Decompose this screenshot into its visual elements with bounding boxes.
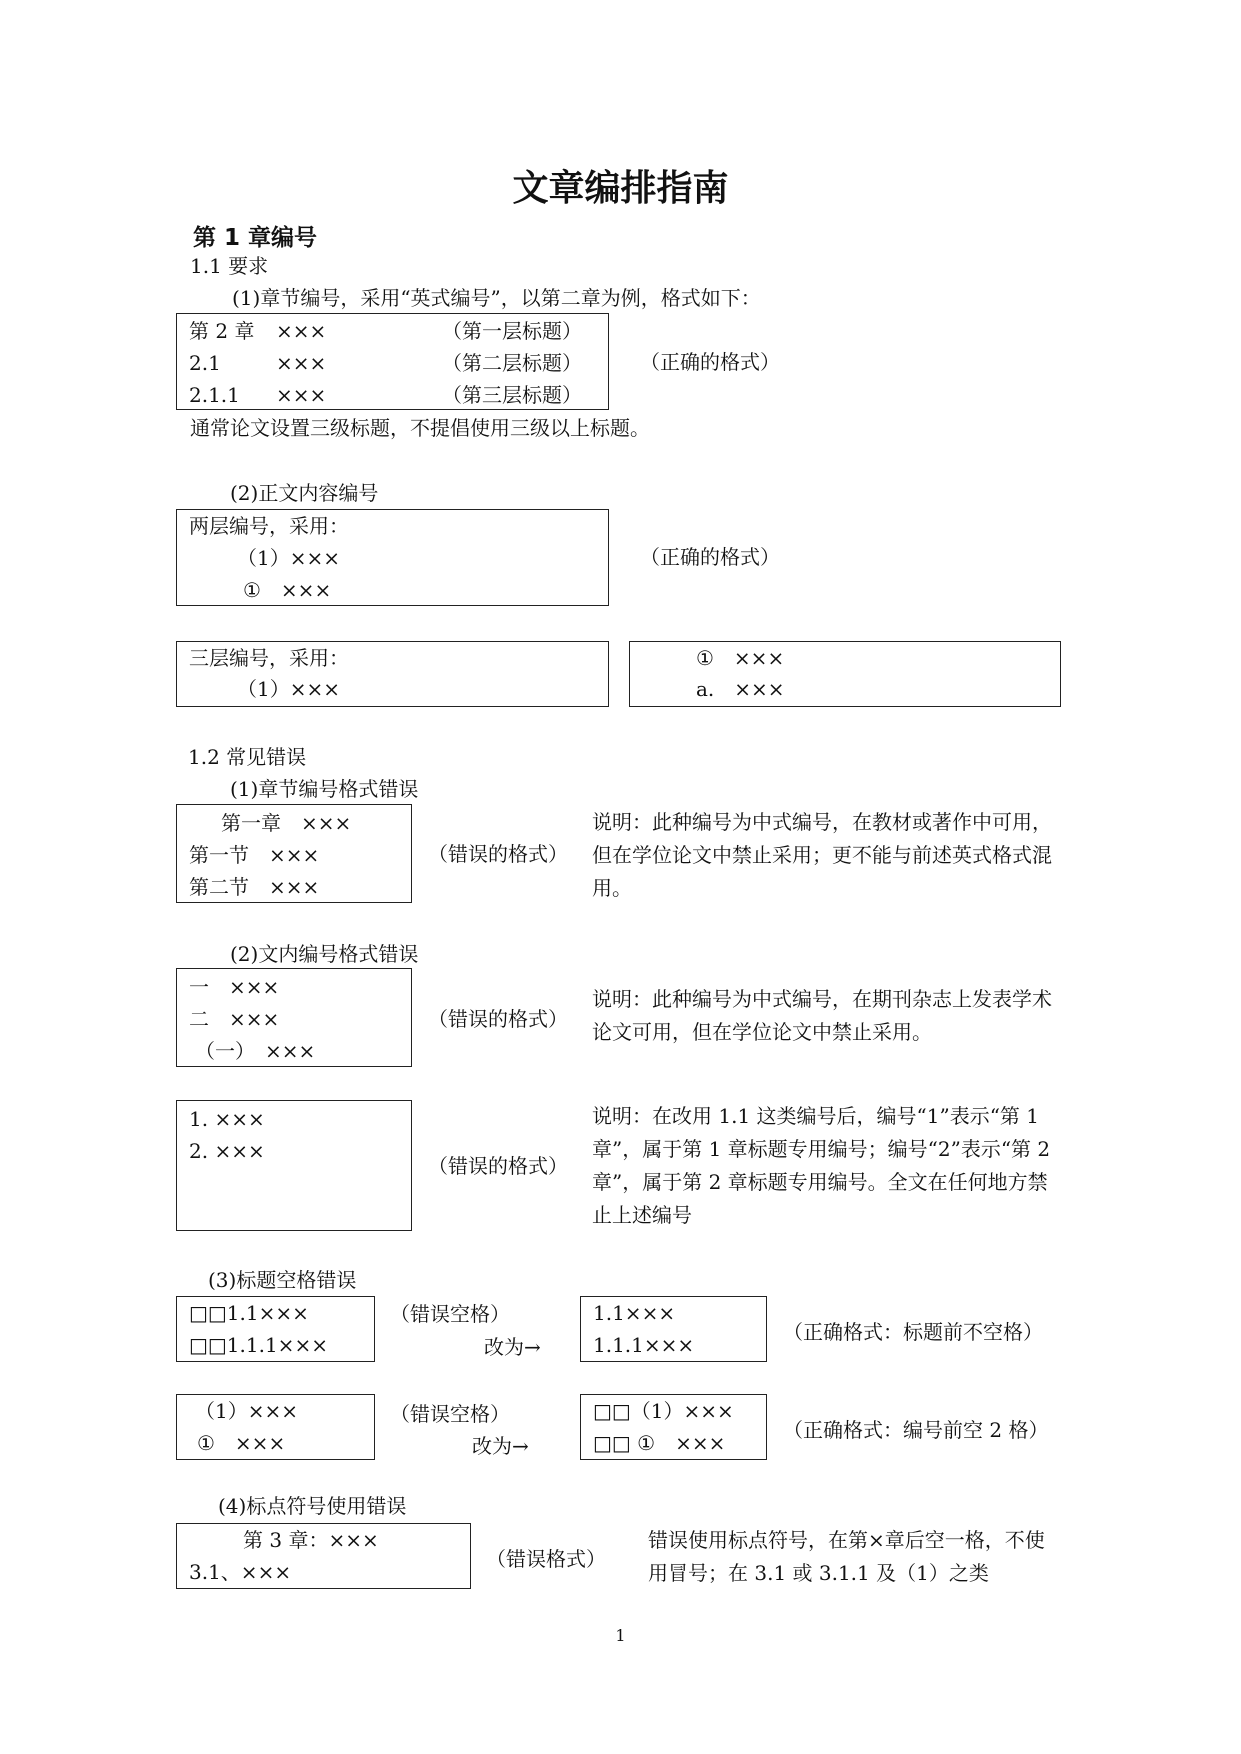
three-level-box-right [629,641,1061,707]
space-wrong-note-a: （错误空格） [390,1302,510,1326]
row1-level: （第一层标题） [442,319,582,343]
error-desc-2b: 说明：在改用 1.1 这类编号后，编号“1”表示“第 1 章”，属于第 1 章标题专用编号；编号“2”表示“第 2 章”，属于第 2 章标题专用编号。全文在任何地方禁止上述编号 [592,1104,1051,1227]
two-level-label: 两层编号，采用： [189,514,349,538]
two-level-line1: （1）××× [237,546,340,570]
three-level-line2: ① ××× [696,646,785,670]
error2-line3: （一） ××× [195,1039,316,1063]
space-right-b2: □□ ① ××× [593,1431,726,1455]
error-desc-1: 说明：此种编号为中式编号，在教材或著作中可用，但在学位论文中禁止采用；更不能与前述英式格式混用。 [592,810,1052,900]
error1-line3: 第二节 ××× [189,875,320,899]
punct-desc: 错误使用标点符号，在第×章后空一格，不使用冒号；在 3.1 或 3.1.1 及（1）之类 [648,1528,1045,1585]
error2b-line2: 2. ××× [189,1139,265,1163]
space-wrong-a2: □□1.1.1××× [189,1333,328,1357]
error1-line1: 第一章 ××× [221,811,352,835]
space-right-box-a [580,1296,767,1362]
space-wrong-b1: （1）××× [195,1399,298,1423]
three-level-line1: （1）××× [237,677,340,701]
space-right-a1: 1.1××× [593,1301,676,1325]
chapter-heading: 第 1 章编号 [193,225,318,251]
item-intro-1: (1)章节编号，采用“英式编号”，以第二章为例，格式如下： [232,286,761,310]
punct-line1: 第 3 章：××× [243,1528,379,1552]
error-box-2 [176,968,412,1067]
page-title: 文章编排指南 [512,168,729,209]
space-right-note-a: （正确格式：标题前不空格） [783,1320,1043,1344]
section-heading-1-2: 1.2 常见错误 [188,745,307,769]
row2-level: （第二层标题） [442,351,582,375]
three-level-box-left [176,641,609,707]
error2-line2: 二 ××× [189,1007,280,1031]
error-box-1 [176,804,412,903]
row2-text: ××× [276,351,327,375]
error2-line1: 一 ××× [189,975,280,999]
change-arrow-a: 改为→ [484,1335,541,1359]
error-intro-1: (1)章节编号格式错误 [230,777,419,801]
row3-num: 2.1.1 [189,383,240,407]
space-right-a2: 1.1.1××× [593,1333,695,1357]
error-box-2b [176,1100,412,1231]
correct-note-2: （正确的格式） [640,545,780,569]
error-desc-2: 说明：此种编号为中式编号，在期刊杂志上发表学术论文可用，但在学位论文中禁止采用。 [592,987,1052,1044]
row3-text: ××× [276,383,327,407]
punct-note: （错误格式） [486,1547,606,1571]
row1-num: 第 2 章 [189,319,255,343]
space-wrong-a1: □□1.1××× [189,1301,309,1325]
three-level-line3: a. ××× [696,677,785,701]
wrong-note-1: （错误的格式） [428,842,568,866]
error-intro-4: (4)标点符号使用错误 [218,1494,407,1518]
row1-text: ××× [276,319,327,343]
space-right-box-b [580,1394,767,1460]
space-wrong-b2: ① ××× [197,1431,286,1455]
punct-line2: 3.1、××× [189,1560,292,1584]
item-intro-2: (2)正文内容编号 [230,481,379,505]
after-note: 通常论文设置三级标题，不提倡使用三级以上标题。 [190,416,650,440]
change-arrow-b: 改为→ [472,1434,529,1458]
space-right-b1: □□（1）××× [593,1399,734,1423]
error2b-line1: 1. ××× [189,1107,265,1131]
error-intro-2: (2)文内编号格式错误 [230,942,419,966]
error-intro-3: (3)标题空格错误 [208,1268,357,1292]
two-level-box [176,509,609,606]
punct-wrong-box [176,1523,471,1589]
error1-line2: 第一节 ××× [189,843,320,867]
space-wrong-note-b: （错误空格） [390,1402,510,1426]
page-number: 1 [615,1626,626,1645]
wrong-note-2: （错误的格式） [428,1007,568,1031]
row2-num: 2.1 [189,351,221,375]
section-heading-1-1: 1.1 要求 [190,254,269,278]
correct-note-1: （正确的格式） [640,350,780,374]
wrong-note-2b: （错误的格式） [428,1154,568,1178]
space-wrong-box-a [176,1296,375,1362]
row3-level: （第三层标题） [442,383,582,407]
chapter-numbering-box [176,313,609,410]
space-wrong-box-b [176,1394,375,1460]
three-level-label: 三层编号，采用： [189,646,349,670]
two-level-line2: ① ××× [243,578,332,602]
space-right-note-b: （正确格式：编号前空 2 格） [783,1418,1049,1442]
